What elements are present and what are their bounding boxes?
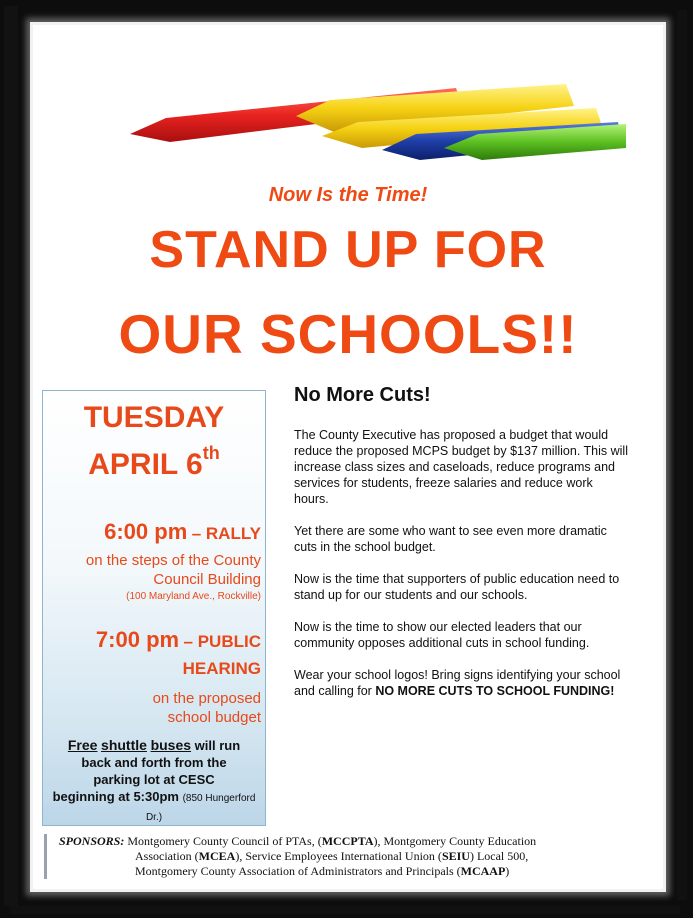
flyer (30, 22, 666, 892)
hearing-time-text: 7:00 pm (95, 627, 180, 652)
sponsors-label: SPONSORS: (59, 834, 125, 848)
shuttle-text: beginning at 5:30pm (52, 789, 179, 804)
sponsor-acronym: MCEA (198, 849, 236, 863)
rally-label: – RALLY (191, 524, 261, 543)
content-heading: No More Cuts! (294, 384, 431, 406)
sponsors-text: ), Service Employees International Union ( (235, 849, 442, 863)
event-sidebar (42, 390, 266, 826)
shuttle-word: shuttle (101, 737, 147, 753)
crayons-illustration (126, 56, 626, 166)
sponsor-acronym: SEIU (441, 849, 470, 863)
paragraph-emphasis: NO MORE CUTS TO SCHOOL FUNDING! (375, 684, 615, 698)
event-date (43, 443, 265, 482)
hearing-label-2: HEARING (182, 659, 261, 678)
rally-desc-line: on the steps of the County (85, 552, 261, 569)
rally-time (47, 519, 261, 545)
sponsor-acronym: MCCPTA (321, 834, 374, 848)
paragraph: Yet there are some who want to see even more dramatic cuts in the school budget. (294, 524, 607, 554)
shuttle-text: will run (194, 738, 241, 753)
shuttle-text: back and forth from the (81, 755, 227, 770)
sponsors-text: ) (505, 864, 510, 878)
rally-description (47, 551, 261, 589)
sponsors-text: ) Local 500, (469, 849, 529, 863)
sponsor-acronym: MCAAP (460, 864, 506, 878)
shuttle-text: parking lot at CESC (93, 772, 215, 787)
paragraph: Now is the time that supporters of public education need to stand up for our students and our schools. (294, 572, 620, 602)
event-date-suffix: th (202, 443, 220, 463)
hearing-desc-line: on the proposed (152, 690, 261, 707)
hearing-time (47, 627, 261, 653)
border-texture (4, 6, 18, 906)
event-date-text: APRIL 6 (88, 448, 203, 481)
tagline: Now Is the Time! (268, 184, 428, 206)
shuttle-word: buses (150, 737, 192, 753)
border-texture (677, 10, 687, 900)
headline-line-2: OUR SCHOOLS!! (118, 303, 578, 365)
sponsors-line (59, 849, 659, 864)
shuttle-address: (850 Hungerford Dr.) (145, 793, 256, 823)
sponsors-text: ), Montgomery County Education (373, 834, 537, 848)
hearing-desc-line: school budget (167, 709, 261, 726)
paragraph: The County Executive has proposed a budget that would reduce the proposed MCPS budget by $137 million. This will increase class sizes and caseloads, reduce programs and services for students, freeze salaries and reduce work hours. (294, 428, 628, 506)
sponsors-text: Montgomery County Council of PTAs, ( (124, 834, 322, 848)
paragraph (294, 667, 628, 699)
sponsors (44, 834, 659, 879)
main-content (294, 384, 628, 715)
hearing-label: – PUBLIC (183, 632, 261, 651)
border-texture (10, 906, 680, 914)
headline-line-1: STAND UP FOR (149, 221, 547, 279)
paragraph-text: Wear your school logos! Bring signs identifying your school and calling for (294, 668, 621, 698)
hearing-description (47, 689, 261, 727)
rally-time-text: 6:00 pm (104, 519, 188, 544)
rally-desc-line: Council Building (153, 571, 261, 588)
shuttle-word: Free (67, 737, 98, 753)
event-day: TUESDAY (83, 401, 225, 434)
sponsors-text: Association ( (135, 849, 199, 863)
paragraph: Now is the time to show our elected leaders that our community opposes additional cuts in school funding. (294, 620, 590, 650)
sponsors-text: Montgomery County Association of Administrators and Principals ( (135, 864, 461, 878)
shuttle-info (47, 737, 261, 826)
rally-address: (100 Maryland Ave., Rockville) (126, 591, 261, 602)
sponsors-line (59, 864, 659, 879)
